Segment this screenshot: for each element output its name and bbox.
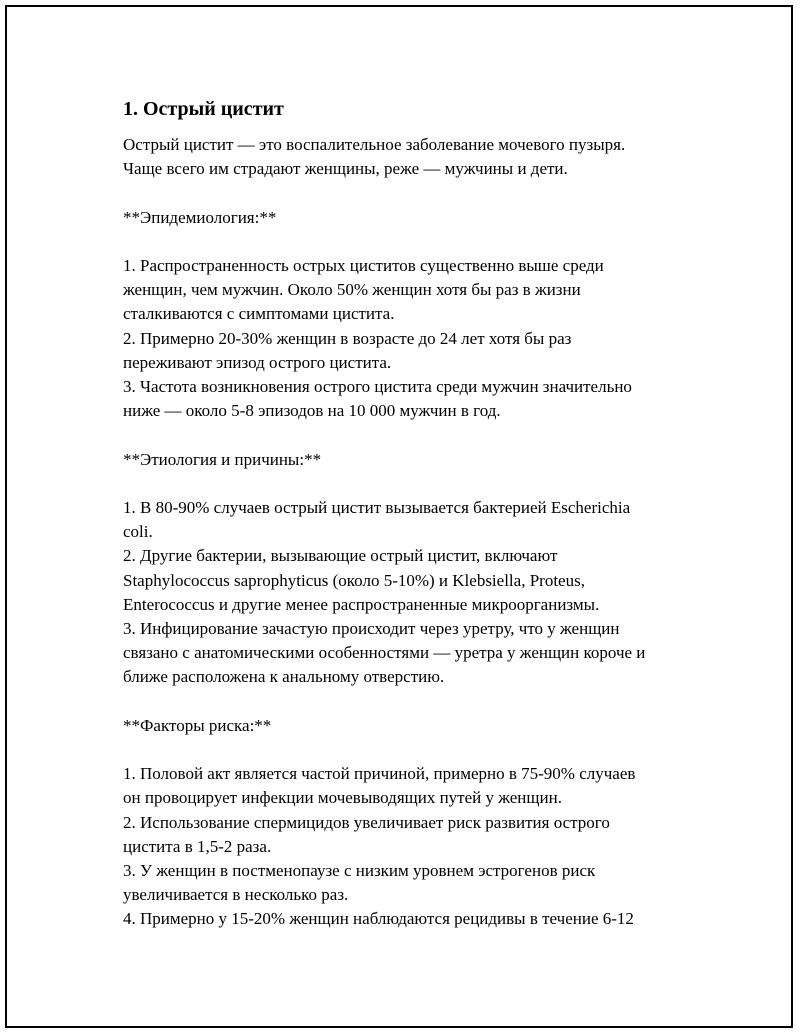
text-line: 3. Инфицирование зачастую происходит через уретру, что у женщин	[123, 619, 620, 638]
text-line: **Факторы риска:**	[123, 715, 272, 735]
text-line: 3. У женщин в постменопаузе с низким уровнем эстрогенов риск	[123, 861, 596, 880]
document-text	[123, 133, 703, 932]
text-line: **Эпидемиология:**	[123, 207, 277, 227]
text-line: переживают эпизод острого цистита.	[123, 352, 392, 372]
blank-line	[123, 230, 703, 254]
text-line: Enterococcus и другие менее распространенные микроорганизмы.	[123, 594, 600, 614]
text-line: Чаще всего им страдают женщины, реже — мужчины и дети.	[123, 159, 568, 179]
blank-line	[123, 181, 703, 205]
text-line: Staphylococcus saprophyticus (около 5-10%) и Klebsiella, Proteus,	[123, 570, 585, 590]
text-line: ниже — около 5-8 эпизодов на 10 000 мужчин в год.	[123, 401, 501, 421]
text-line: цистита в 1,5-2 раза.	[123, 836, 272, 856]
section-title: 1. Острый цистит	[123, 98, 284, 120]
text-line: 1. Распространенность острых циститов существенно выше среди	[123, 255, 604, 275]
text-line: 2. Использование спермицидов увеличивает риск развития острого	[123, 812, 610, 832]
text-line: **Этиология и причины:**	[123, 449, 322, 469]
text-line: Острый цистит — это воспалительное заболевание мочевого пузыря.	[123, 135, 626, 154]
text-line: 4. Примерно у 15-20% женщин наблюдаются рецидивы в течение 6-12	[123, 909, 634, 929]
text-line: 1. В 80-90% случаев острый цистит вызывается бактерией Escherichia	[123, 497, 631, 517]
blank-line	[123, 423, 703, 447]
text-line: связано с анатомическими особенностями — уретра у женщин короче и	[123, 643, 646, 663]
document-page	[5, 5, 793, 1028]
text-line: 3. Частота возникновения острого цистита среди мужчин значительно	[123, 377, 632, 396]
text-line: женщин, чем мужчин. Около 50% женщин хотя бы раз в жизни	[123, 280, 581, 300]
blank-line	[123, 690, 703, 714]
text-line: увеличивается в несколько раз.	[123, 885, 349, 905]
text-line: ближе расположена к анальному отверстию.	[123, 667, 445, 687]
text-line: 1. Половой акт является частой причиной, примерно в 75-90% случаев	[123, 764, 636, 784]
document-body	[123, 95, 703, 932]
blank-line	[123, 472, 703, 496]
text-line: сталкиваются с симптомами цистита.	[123, 304, 395, 324]
text-line: 2. Другие бактерии, вызывающие острый цистит, включают	[123, 546, 558, 566]
text-line: он провоцирует инфекции мочевыводящих путей у женщин.	[123, 788, 562, 808]
text-line: 2. Примерно 20-30% женщин в возрасте до 24 лет хотя бы раз	[123, 328, 572, 348]
text-line: coli.	[123, 522, 153, 542]
blank-line	[123, 738, 703, 762]
